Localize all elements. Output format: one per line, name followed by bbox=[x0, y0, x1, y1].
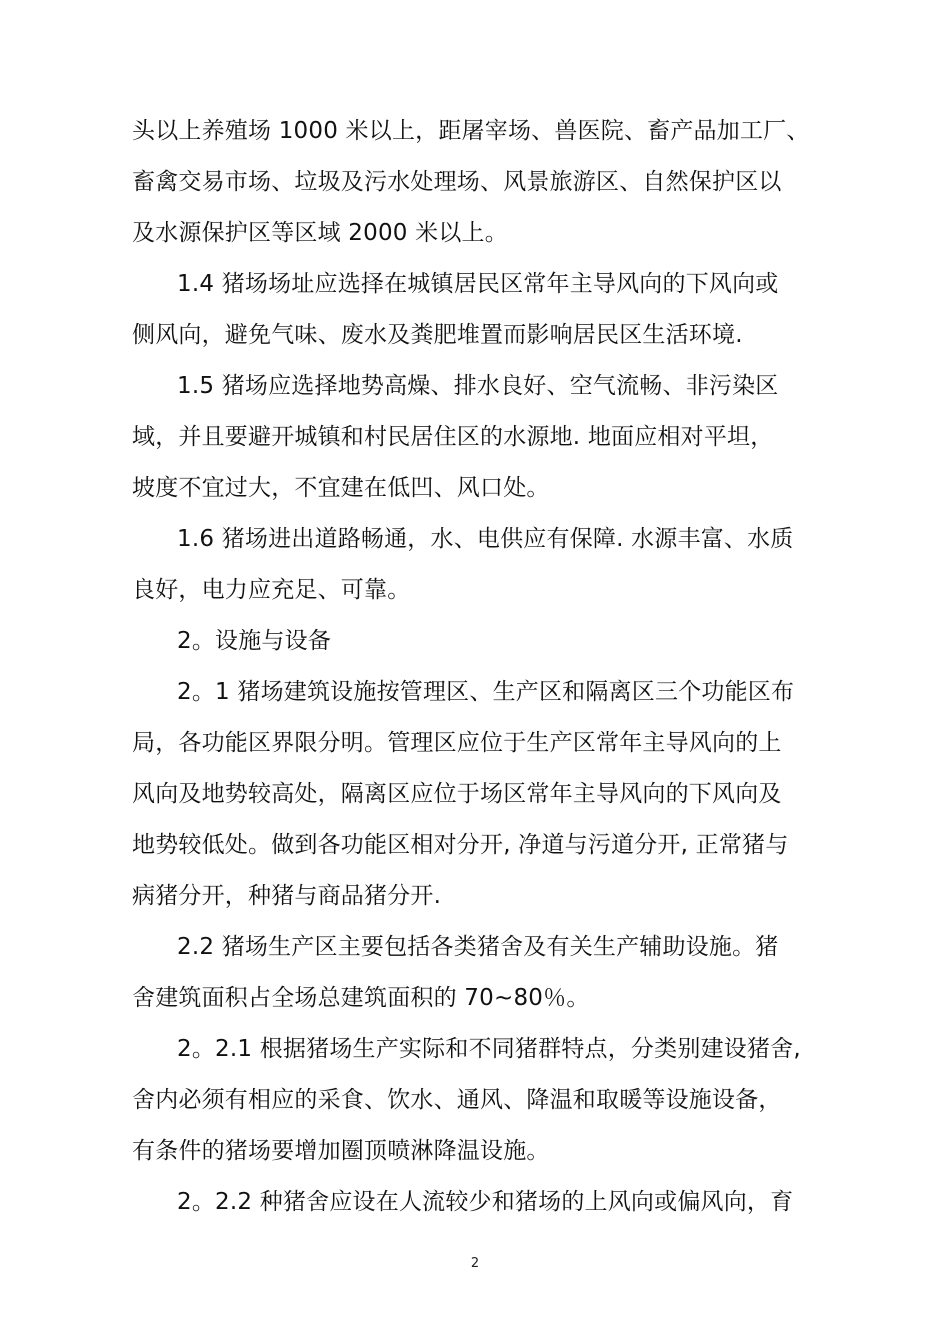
body-text bbox=[132, 106, 832, 1228]
section-heading-2: 2。设施与设备 bbox=[177, 628, 332, 654]
paragraph-2-2-1-start: 2。2.1 根据猪场生产实际和不同猪群特点，分类别建设猪舍, bbox=[177, 1036, 801, 1062]
paragraph-1-4-start: 1.4 猪场场址应选择在城镇居民区常年主导风向的下风向或 bbox=[177, 271, 779, 297]
text-line: 风向及地势较高处，隔离区应位于场区常年主导风向的下风向及 bbox=[132, 781, 782, 807]
text-line: 有条件的猪场要增加圈顶喷淋降温设施。 bbox=[132, 1138, 550, 1164]
text-line: 地势较低处。做到各功能区相对分开, 净道与污道分开, 正常猪与 bbox=[132, 832, 789, 858]
paragraph-1-5-start: 1.5 猪场应选择地势高燥、排水良好、空气流畅、非污染区 bbox=[177, 373, 779, 399]
text-line: 域，并且要避开城镇和村民居住区的水源地. 地面应相对平坦， bbox=[132, 424, 774, 450]
text-line: 良好，电力应充足、可靠。 bbox=[132, 577, 411, 603]
text-line: 舍内必须有相应的采食、饮水、通风、降温和取暖等设施设备， bbox=[132, 1087, 782, 1113]
text-line: 头以上养殖场 1000 米以上，距屠宰场、兽医院、畜产品加工厂、 bbox=[132, 118, 810, 144]
text-line: 局，各功能区界限分明。管理区应位于生产区常年主导风向的上 bbox=[132, 730, 782, 756]
text-line: 畜禽交易市场、垃圾及污水处理场、风景旅游区、自然保护区以 bbox=[132, 169, 782, 195]
paragraph-2-1-start: 2。1 猪场建筑设施按管理区、生产区和隔离区三个功能区布 bbox=[177, 679, 795, 705]
text-line: 侧风向，避免气味、废水及粪肥堆置而影响居民区生活环境. bbox=[132, 322, 743, 348]
paragraph-2-2-start: 2.2 猪场生产区主要包括各类猪舍及有关生产辅助设施。猪 bbox=[177, 934, 779, 960]
page-number: 2 bbox=[470, 1256, 480, 1271]
paragraph-2-2-2-start: 2。2.2 种猪舍应设在人流较少和猪场的上风向或偏风向，育 bbox=[177, 1189, 794, 1215]
paragraph-1-6-start: 1.6 猪场进出道路畅通，水、电供应有保障. 水源丰富、水质 bbox=[177, 526, 794, 552]
text-line: 舍建筑面积占全场总建筑面积的 70~80％。 bbox=[132, 985, 590, 1011]
text-line: 坡度不宜过大，不宜建在低凹、风口处。 bbox=[132, 475, 550, 501]
text-line: 病猪分开，种猪与商品猪分开. bbox=[132, 883, 442, 909]
text-line: 及水源保护区等区域 2000 米以上。 bbox=[132, 220, 508, 246]
